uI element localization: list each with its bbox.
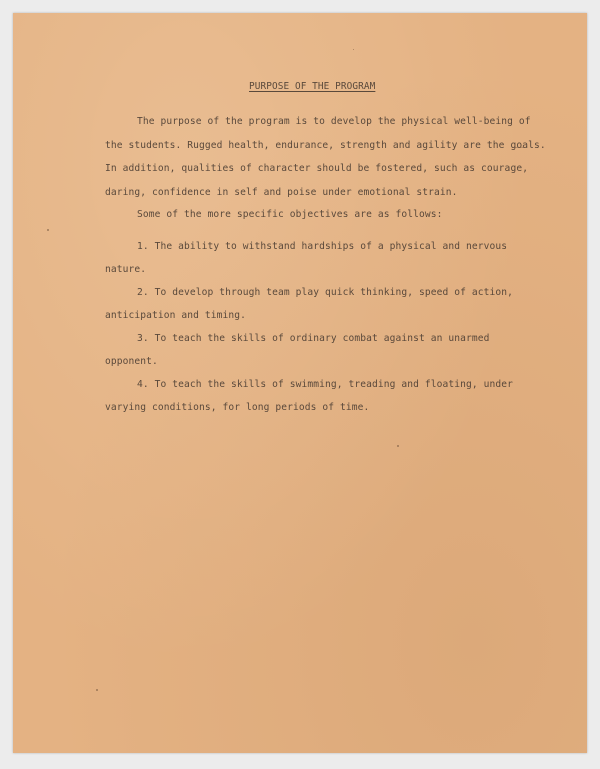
objective-1-line-2: nature. <box>105 264 147 275</box>
text-line-1: The purpose of the program is to develop the physical well-being of <box>137 116 531 127</box>
text-line-3: In addition, qualities of character should be fostered, such as courage, <box>105 163 529 174</box>
objective-2-line-2: anticipation and timing. <box>105 310 247 321</box>
typed-page <box>13 13 587 753</box>
objective-4-line-1: 4. To teach the skills of swimming, treading and floating, under <box>137 379 514 390</box>
text-line-2: the students. Rugged health, endurance, strength and agility are the goals. <box>105 140 546 151</box>
paper-speck <box>47 229 49 231</box>
objective-2-line-1: 2. To develop through team play quick thinking, speed of action, <box>137 287 514 298</box>
page-title: PURPOSE OF THE PROGRAM <box>249 81 376 92</box>
objective-3-line-1: 3. To teach the skills of ordinary combat against an unarmed <box>137 333 490 344</box>
paper-mark <box>513 147 525 148</box>
text-line-4: daring, confidence in self and poise under emotional strain. <box>105 187 458 198</box>
paper-speck <box>353 49 354 50</box>
objective-3-line-2: opponent. <box>105 356 158 367</box>
objective-1-line-1: 1. The ability to withstand hardships of a physical and nervous <box>137 241 508 252</box>
paper-speck <box>397 445 399 447</box>
objective-4-line-2: varying conditions, for long periods of time. <box>105 402 370 413</box>
paper-speck <box>96 689 98 691</box>
text-line-5: Some of the more specific objectives are as follows: <box>137 209 443 220</box>
